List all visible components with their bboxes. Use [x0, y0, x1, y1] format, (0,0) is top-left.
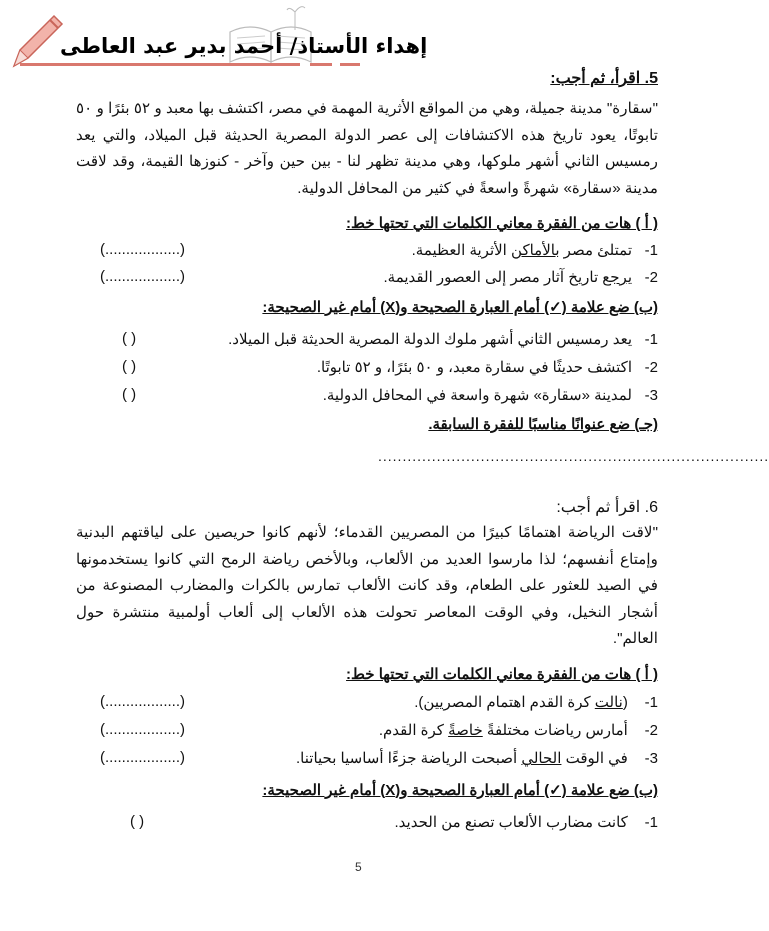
- q5-part-a-item: [100, 241, 658, 263]
- q6-part-a-item: [100, 693, 658, 715]
- underlined-word: بالأماكن: [511, 242, 560, 259]
- item-text: أمارس رياضات مختلفةً: [482, 722, 632, 739]
- item-number: 3-: [644, 750, 658, 767]
- item-text: أصبحت الرياضة جزءًا أساسيا بحياتنا.: [296, 750, 522, 767]
- item-text: تمتلئ مصر: [559, 242, 632, 259]
- item-text: تاريخ آثار مصر إلى العصور القديمة.: [383, 269, 603, 286]
- header-banner: [0, 0, 428, 80]
- answer-blank[interactable]: (..................): [100, 749, 186, 766]
- q5-part-c-title: (جـ) ضع عنوانًا مناسبًا للفقرة السابقة.: [428, 416, 658, 433]
- answer-blank[interactable]: (..................): [100, 721, 186, 738]
- q5-part-b-title: (ب) ضع علامة (✓) أمام العبارة الصحيحة و(X) أمام غير الصحيحة:: [262, 299, 658, 316]
- item-text: (: [622, 694, 632, 711]
- pencil-icon: [6, 10, 66, 70]
- item-number: 1-: [644, 331, 658, 348]
- question-5-title: 5. اقرأ، ثم أجب:: [550, 70, 658, 87]
- item-text: كرة القدم.: [378, 722, 449, 739]
- item-text: كانت مضارب الألعاب تصنع من الحديد.: [394, 814, 632, 831]
- header-divider: [20, 63, 300, 66]
- q6-part-b-item: [100, 813, 658, 835]
- question-5-paragraph: "سقارة" مدينة جميلة، وهي من المواقع الأثرية المهمة في مصر، اكتشف بها معبد و ٥٢ بئرًا و ٥٠ تابوتًا، يعود تاريخ هذه الاكتشافات إلى عصر الدولة المصرية الحديثة قبل الميلاد، والتي يعد رمسيس الثاني أشهر ملوكها، وهي مدينة تظهر لنا - بين حين وآخر - كنوزها القيمة، وقد لاقت مدينة «سقارة» شهرةً واسعةً في كثير من المحافل الدولية.: [76, 100, 658, 197]
- answer-box[interactable]: ( ): [122, 330, 137, 347]
- item-number: 2-: [644, 359, 658, 376]
- answer-blank[interactable]: (..................): [100, 693, 186, 710]
- q5-part-a-title: ( أ ) هات من الفقرة معاني الكلمات التي تحتها خط:: [346, 215, 658, 232]
- question-6-title: 6. اقرأ ثم أجب:: [556, 499, 658, 516]
- item-number: 2-: [644, 269, 658, 286]
- underlined-word: الحالي: [521, 750, 562, 767]
- answer-line[interactable]: ................................................................................: [378, 448, 769, 464]
- q6-part-a-item: [100, 749, 658, 771]
- q6-part-b-title: (ب) ضع علامة (✓) أمام العبارة الصحيحة و(X) أمام غير الصحيحة:: [262, 782, 658, 799]
- answer-box[interactable]: ( ): [122, 386, 137, 403]
- q6-part-a-title: ( أ ) هات من الفقرة معاني الكلمات التي تحتها خط:: [346, 666, 658, 683]
- header-title: إهداء الأستاذ/ أحمد بدير عبد العاطى: [60, 34, 428, 58]
- item-text: لمدينة «سقارة» شهرة واسعة في المحافل الدولية.: [322, 387, 632, 404]
- underlined-word: نالت: [594, 694, 623, 711]
- question-6-paragraph: "لاقت الرياضة اهتمامًا كبيرًا من المصريين القدماء؛ لأنهم كانوا حريصين على لياقتهم البدنية وإمتاع أنفسهم؛ لذا مارسوا العديد من الألعاب، وبالأخص رياضة الرمح التي كانوا يستخدمونها في الصيد للعثور على الطعام، وقد كانت الألعاب تمارس بالكرات والمضارب المصنوعة من أشجار النخيل، وفي الوقت المعاصر تحولت هذه الألعاب إلى ألعاب أولمبية منتشرة حول العالم".: [76, 524, 658, 647]
- page-number: 5: [355, 860, 362, 874]
- answer-box[interactable]: ( ): [130, 813, 145, 830]
- item-number: 1-: [644, 814, 658, 831]
- header-divider: [340, 63, 360, 66]
- item-text: في الوقت: [561, 750, 632, 767]
- item-number: 2-: [644, 722, 658, 739]
- item-number: 1-: [644, 694, 658, 711]
- q5-part-b-item: [100, 330, 658, 352]
- q5-part-b-item: [100, 358, 658, 380]
- item-text: كرة القدم اهتمام المصريين).: [414, 694, 595, 711]
- item-text: الأثرية العظيمة.: [411, 242, 512, 259]
- item-text: يعد رمسيس الثاني أشهر ملوك الدولة المصرية الحديثة قبل الميلاد.: [228, 331, 632, 348]
- q5-part-a-item: [100, 268, 658, 290]
- header-divider: [310, 63, 332, 66]
- q6-part-a-item: [100, 721, 658, 743]
- answer-blank[interactable]: (..................): [100, 268, 186, 285]
- answer-box[interactable]: ( ): [122, 358, 137, 375]
- answer-blank[interactable]: (..................): [100, 241, 186, 258]
- underlined-word: يرجع: [602, 269, 632, 286]
- item-text: اكتشف حديثًا في سقارة معبد، و ٥٠ بئرًا، و ٥٢ تابوتًا.: [316, 359, 632, 376]
- item-number: 1-: [644, 242, 658, 259]
- item-number: 3-: [644, 387, 658, 404]
- q5-part-b-item: [100, 386, 658, 408]
- underlined-word: خاصةً: [448, 722, 483, 739]
